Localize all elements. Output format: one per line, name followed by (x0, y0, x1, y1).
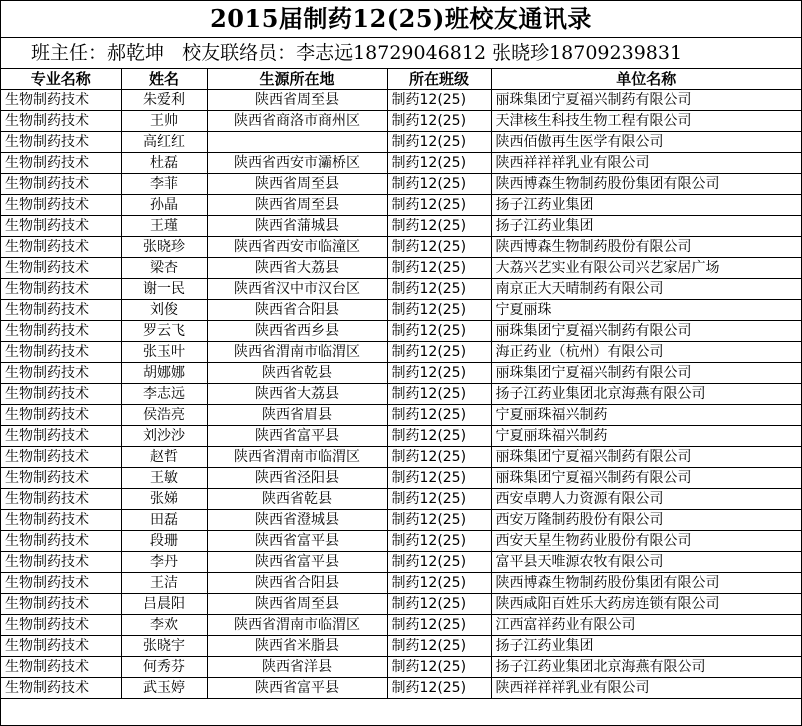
class-cell: 制药12(25) (387, 237, 491, 258)
unit-cell: 丽珠集团宁夏福兴制药有限公司 (491, 447, 801, 468)
name-cell: 王洁 (121, 573, 207, 594)
origin-cell: 陕西省富平县 (207, 678, 387, 699)
major-cell: 生物制药技术 (1, 657, 121, 678)
major-cell: 生物制药技术 (1, 216, 121, 237)
table-row (1, 174, 801, 195)
name-cell: 武玉婷 (121, 678, 207, 699)
name-cell: 王敏 (121, 468, 207, 489)
class-cell: 制药12(25) (387, 363, 491, 384)
table-row (1, 552, 801, 573)
table-row (1, 384, 801, 405)
origin-cell: 陕西省渭南市临渭区 (207, 342, 387, 363)
origin-cell: 陕西省蒲城县 (207, 216, 387, 237)
unit-cell: 海正药业（杭州）有限公司 (491, 342, 801, 363)
class-cell: 制药12(25) (387, 258, 491, 279)
table-row (1, 573, 801, 594)
class-cell: 制药12(25) (387, 321, 491, 342)
major-cell: 生物制药技术 (1, 258, 121, 279)
head-teacher: 班主任：郝乾坤 (31, 42, 165, 64)
class-cell: 制药12(25) (387, 279, 491, 300)
table-row (1, 258, 801, 279)
name-cell: 罗云飞 (121, 321, 207, 342)
class-cell: 制药12(25) (387, 468, 491, 489)
major-cell: 生物制药技术 (1, 405, 121, 426)
origin-cell: 陕西省乾县 (207, 489, 387, 510)
name-cell: 李欢 (121, 615, 207, 636)
table-row (1, 594, 801, 615)
class-cell: 制药12(25) (387, 426, 491, 447)
origin-cell: 陕西省洋县 (207, 657, 387, 678)
name-cell: 王帅 (121, 111, 207, 132)
name-cell: 张玉叶 (121, 342, 207, 363)
unit-cell: 扬子江药业集团北京海燕有限公司 (491, 384, 801, 405)
class-cell: 制药12(25) (387, 90, 491, 111)
unit-cell: 陕西博森生物制药股份集团有限公司 (491, 573, 801, 594)
unit-cell: 宁夏丽珠 (491, 300, 801, 321)
name-cell: 李丹 (121, 552, 207, 573)
class-cell: 制药12(25) (387, 657, 491, 678)
major-cell: 生物制药技术 (1, 531, 121, 552)
page-title: 2015届制药12(25)班校友通讯录 (1, 1, 801, 38)
class-cell: 制药12(25) (387, 195, 491, 216)
unit-cell: 丽珠集团宁夏福兴制药有限公司 (491, 321, 801, 342)
class-cell: 制药12(25) (387, 384, 491, 405)
alumni-liaison: 校友联络员：李志远18729046812 张晓珍18709239831 (182, 42, 683, 64)
origin-cell: 陕西省富平县 (207, 552, 387, 573)
major-cell: 生物制药技术 (1, 468, 121, 489)
major-cell: 生物制药技术 (1, 594, 121, 615)
table-row (1, 615, 801, 636)
class-cell: 制药12(25) (387, 132, 491, 153)
class-cell: 制药12(25) (387, 153, 491, 174)
major-cell: 生物制药技术 (1, 237, 121, 258)
name-cell: 刘俊 (121, 300, 207, 321)
unit-cell: 扬子江药业集团 (491, 195, 801, 216)
unit-cell: 江西富祥药业有限公司 (491, 615, 801, 636)
unit-cell: 扬子江药业集团 (491, 636, 801, 657)
table-row (1, 237, 801, 258)
unit-cell: 西安天星生物药业股份有限公司 (491, 531, 801, 552)
name-cell: 吕晨阳 (121, 594, 207, 615)
unit-cell: 陕西博森生物制药股份集团有限公司 (491, 174, 801, 195)
header-major: 专业名称 (1, 69, 121, 90)
class-cell: 制药12(25) (387, 678, 491, 699)
table-row (1, 279, 801, 300)
unit-cell: 宁夏丽珠福兴制药 (491, 426, 801, 447)
table-header-row (1, 69, 801, 90)
major-cell: 生物制药技术 (1, 678, 121, 699)
origin-cell: 陕西省大荔县 (207, 258, 387, 279)
unit-cell: 天津核生科技生物工程有限公司 (491, 111, 801, 132)
table-row (1, 216, 801, 237)
class-cell: 制药12(25) (387, 552, 491, 573)
class-cell: 制药12(25) (387, 594, 491, 615)
major-cell: 生物制药技术 (1, 300, 121, 321)
major-cell: 生物制药技术 (1, 363, 121, 384)
unit-cell: 陕西博森生物制药股份有限公司 (491, 237, 801, 258)
table-row (1, 300, 801, 321)
name-cell: 田磊 (121, 510, 207, 531)
name-cell: 段珊 (121, 531, 207, 552)
origin-cell: 陕西省周至县 (207, 594, 387, 615)
table-row (1, 657, 801, 678)
unit-cell: 扬子江药业集团 (491, 216, 801, 237)
major-cell: 生物制药技术 (1, 111, 121, 132)
origin-cell (207, 132, 387, 153)
class-cell: 制药12(25) (387, 342, 491, 363)
unit-cell: 宁夏丽珠福兴制药 (491, 405, 801, 426)
name-cell: 王瑾 (121, 216, 207, 237)
major-cell: 生物制药技术 (1, 384, 121, 405)
origin-cell: 陕西省泾阳县 (207, 468, 387, 489)
origin-cell: 陕西省西乡县 (207, 321, 387, 342)
major-cell: 生物制药技术 (1, 195, 121, 216)
origin-cell: 陕西省西安市临潼区 (207, 237, 387, 258)
name-cell: 高红红 (121, 132, 207, 153)
major-cell: 生物制药技术 (1, 153, 121, 174)
table-row (1, 90, 801, 111)
class-cell: 制药12(25) (387, 111, 491, 132)
class-cell: 制药12(25) (387, 531, 491, 552)
table-row (1, 321, 801, 342)
origin-cell: 陕西省眉县 (207, 405, 387, 426)
major-cell: 生物制药技术 (1, 90, 121, 111)
table-row (1, 678, 801, 699)
major-cell: 生物制药技术 (1, 615, 121, 636)
major-cell: 生物制药技术 (1, 447, 121, 468)
header-class: 所在班级 (387, 69, 491, 90)
name-cell: 赵哲 (121, 447, 207, 468)
origin-cell: 陕西省大荔县 (207, 384, 387, 405)
name-cell: 刘沙沙 (121, 426, 207, 447)
header-unit: 单位名称 (491, 69, 801, 90)
name-cell: 杜磊 (121, 153, 207, 174)
class-cell: 制药12(25) (387, 216, 491, 237)
major-cell: 生物制药技术 (1, 132, 121, 153)
header-name: 姓名 (121, 69, 207, 90)
table-row (1, 111, 801, 132)
major-cell: 生物制药技术 (1, 279, 121, 300)
name-cell: 李志远 (121, 384, 207, 405)
major-cell: 生物制药技术 (1, 510, 121, 531)
name-cell: 朱爱利 (121, 90, 207, 111)
table-row (1, 510, 801, 531)
class-cell: 制药12(25) (387, 447, 491, 468)
class-cell: 制药12(25) (387, 510, 491, 531)
class-cell: 制药12(25) (387, 489, 491, 510)
unit-cell: 大荔兴艺实业有限公司兴艺家居广场 (491, 258, 801, 279)
unit-cell: 西安卓聘人力资源有限公司 (491, 489, 801, 510)
origin-cell: 陕西省周至县 (207, 195, 387, 216)
unit-cell: 陕西祥祥祥乳业有限公司 (491, 678, 801, 699)
class-cell: 制药12(25) (387, 615, 491, 636)
origin-cell: 陕西省合阳县 (207, 573, 387, 594)
table-row (1, 531, 801, 552)
header-origin: 生源所在地 (207, 69, 387, 90)
class-cell: 制药12(25) (387, 573, 491, 594)
origin-cell: 陕西省西安市灞桥区 (207, 153, 387, 174)
origin-cell: 陕西省米脂县 (207, 636, 387, 657)
origin-cell: 陕西省商洛市商州区 (207, 111, 387, 132)
class-cell: 制药12(25) (387, 300, 491, 321)
table-body (1, 90, 801, 699)
table-row (1, 447, 801, 468)
name-cell: 何秀芬 (121, 657, 207, 678)
alumni-table (1, 69, 801, 699)
major-cell: 生物制药技术 (1, 636, 121, 657)
class-cell: 制药12(25) (387, 636, 491, 657)
name-cell: 张晓珍 (121, 237, 207, 258)
unit-cell: 丽珠集团宁夏福兴制药有限公司 (491, 468, 801, 489)
table-row (1, 426, 801, 447)
unit-cell: 富平县天唯源农牧有限公司 (491, 552, 801, 573)
major-cell: 生物制药技术 (1, 342, 121, 363)
name-cell: 谢一民 (121, 279, 207, 300)
name-cell: 侯浩亮 (121, 405, 207, 426)
table-row (1, 489, 801, 510)
name-cell: 张晓宇 (121, 636, 207, 657)
table-row (1, 363, 801, 384)
origin-cell: 陕西省合阳县 (207, 300, 387, 321)
origin-cell: 陕西省渭南市临渭区 (207, 615, 387, 636)
table-row (1, 636, 801, 657)
origin-cell: 陕西省乾县 (207, 363, 387, 384)
name-cell: 张娣 (121, 489, 207, 510)
major-cell: 生物制药技术 (1, 426, 121, 447)
major-cell: 生物制药技术 (1, 489, 121, 510)
table-row (1, 342, 801, 363)
major-cell: 生物制药技术 (1, 174, 121, 195)
unit-cell: 陕西祥祥祥乳业有限公司 (491, 153, 801, 174)
unit-cell: 西安万隆制药股份有限公司 (491, 510, 801, 531)
major-cell: 生物制药技术 (1, 552, 121, 573)
table-row (1, 132, 801, 153)
origin-cell: 陕西省渭南市临渭区 (207, 447, 387, 468)
table-row (1, 153, 801, 174)
name-cell: 孙晶 (121, 195, 207, 216)
origin-cell: 陕西省富平县 (207, 426, 387, 447)
class-cell: 制药12(25) (387, 405, 491, 426)
major-cell: 生物制药技术 (1, 573, 121, 594)
table-row (1, 468, 801, 489)
unit-cell: 陕西佰傲再生医学有限公司 (491, 132, 801, 153)
table-row (1, 195, 801, 216)
major-cell: 生物制药技术 (1, 321, 121, 342)
origin-cell: 陕西省汉中市汉台区 (207, 279, 387, 300)
name-cell: 李菲 (121, 174, 207, 195)
origin-cell: 陕西省澄城县 (207, 510, 387, 531)
class-cell: 制药12(25) (387, 174, 491, 195)
subtitle-line (1, 38, 801, 69)
unit-cell: 扬子江药业集团北京海燕有限公司 (491, 657, 801, 678)
origin-cell: 陕西省周至县 (207, 174, 387, 195)
origin-cell: 陕西省富平县 (207, 531, 387, 552)
name-cell: 梁杏 (121, 258, 207, 279)
unit-cell: 丽珠集团宁夏福兴制药有限公司 (491, 90, 801, 111)
origin-cell: 陕西省周至县 (207, 90, 387, 111)
unit-cell: 丽珠集团宁夏福兴制药有限公司 (491, 363, 801, 384)
name-cell: 胡娜娜 (121, 363, 207, 384)
table-row (1, 405, 801, 426)
unit-cell: 陕西咸阳百姓乐大药房连锁有限公司 (491, 594, 801, 615)
unit-cell: 南京正大天晴制药有限公司 (491, 279, 801, 300)
